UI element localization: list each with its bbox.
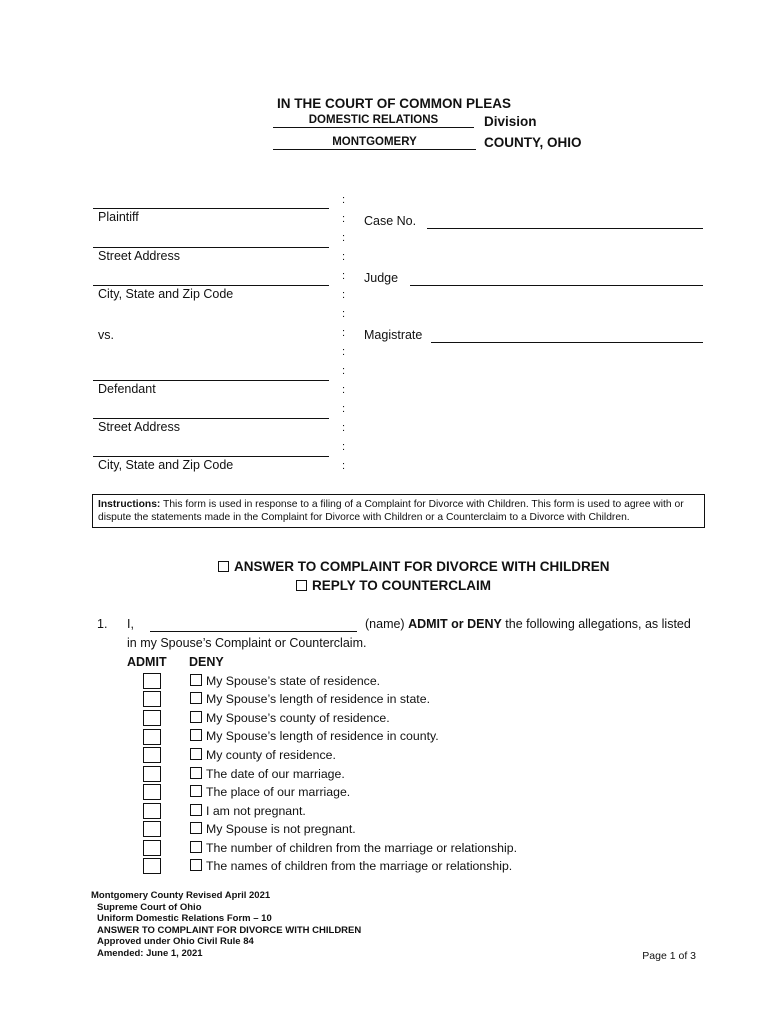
admit-checkbox[interactable] bbox=[143, 821, 161, 837]
answer-title bbox=[218, 559, 610, 574]
deny-checkbox[interactable] bbox=[190, 841, 202, 853]
caption-colon: : bbox=[342, 346, 346, 358]
reply-title-text: REPLY TO COUNTERCLAIM bbox=[312, 578, 492, 593]
statement-line-2: in my Spouse’s Complaint or Counterclaim. bbox=[127, 636, 367, 650]
deny-checkbox[interactable] bbox=[190, 804, 202, 816]
judge-label: Judge bbox=[364, 271, 399, 285]
magistrate-label: Magistrate bbox=[364, 328, 423, 342]
statement-rest: the following allegations, as listed bbox=[501, 617, 691, 631]
deny-checkbox[interactable] bbox=[190, 822, 202, 834]
plaintiff-city-line[interactable] bbox=[93, 285, 329, 286]
division-field[interactable]: DOMESTIC RELATIONS bbox=[273, 114, 474, 128]
division-label: Division bbox=[484, 114, 537, 129]
footer-revised: Montgomery County Revised April 2021 bbox=[91, 890, 271, 901]
plaintiff-label: Plaintiff bbox=[98, 210, 139, 224]
footer-court: Supreme Court of Ohio bbox=[97, 901, 202, 913]
allegation-text: My Spouse’s state of residence. bbox=[206, 674, 381, 688]
allegation-text: My Spouse’s county of residence. bbox=[206, 711, 390, 725]
deny-checkbox[interactable] bbox=[190, 748, 202, 760]
statement-line-1 bbox=[365, 617, 691, 631]
case-no-label: Case No. bbox=[364, 214, 417, 228]
caption-colon: : bbox=[342, 308, 346, 320]
footer-amended: Amended: June 1, 2021 bbox=[97, 947, 203, 959]
admit-checkbox[interactable] bbox=[143, 858, 161, 874]
caption-colon: : bbox=[342, 213, 346, 225]
reply-title bbox=[296, 578, 491, 593]
instructions-box bbox=[92, 494, 705, 528]
allegation-text: I am not pregnant. bbox=[206, 804, 306, 818]
caption-colon: : bbox=[342, 289, 346, 301]
caption-colon: : bbox=[342, 384, 346, 396]
plaintiff-name-line[interactable] bbox=[93, 208, 329, 209]
footer-approved: Approved under Ohio Civil Rule 84 bbox=[97, 936, 254, 947]
caption-colon: : bbox=[342, 232, 346, 244]
allegation-text: The place of our marriage. bbox=[206, 785, 351, 799]
caption-colon: : bbox=[342, 403, 346, 415]
deny-checkbox[interactable] bbox=[190, 729, 202, 741]
item-number: 1. bbox=[97, 617, 108, 631]
allegation-text: My Spouse is not pregnant. bbox=[206, 822, 356, 836]
caption-colon: : bbox=[342, 270, 346, 282]
caption-colon: : bbox=[342, 327, 346, 339]
caption-colon: : bbox=[342, 194, 346, 206]
instructions-text: This form is used in response to a filing of a Complaint for Divorce with Children. This form is used to agree with or dispute the statements made in the Complaint for Divorce with Children or a Counterclaim to a Divorce with Children. bbox=[98, 499, 684, 524]
footer-form-title: ANSWER TO COMPLAINT FOR DIVORCE WITH CHILDREN bbox=[97, 924, 362, 936]
magistrate-field[interactable] bbox=[431, 342, 703, 343]
allegation-item bbox=[190, 804, 306, 818]
deny-checkbox[interactable] bbox=[190, 692, 202, 704]
defendant-city-label: City, State and Zip Code bbox=[98, 458, 234, 472]
allegation-text: The number of children from the marriage or relationship. bbox=[206, 841, 517, 855]
allegation-item bbox=[190, 674, 380, 688]
allegation-item bbox=[190, 748, 336, 762]
vs-label: vs. bbox=[98, 328, 114, 342]
defendant-name-line[interactable] bbox=[93, 380, 329, 381]
defendant-city-line[interactable] bbox=[93, 456, 329, 457]
allegation-item bbox=[190, 841, 517, 855]
allegation-item bbox=[190, 692, 430, 706]
deny-checkbox[interactable] bbox=[190, 674, 202, 686]
defendant-street-label: Street Address bbox=[98, 420, 180, 434]
admit-checkbox[interactable] bbox=[143, 784, 161, 800]
judge-field[interactable] bbox=[410, 285, 703, 286]
admit-or-deny-label: ADMIT or DENY bbox=[408, 617, 502, 631]
county-field[interactable]: MONTGOMERY bbox=[273, 136, 476, 150]
i-label: I, bbox=[127, 617, 134, 631]
allegation-text: The names of children from the marriage or relationship. bbox=[206, 859, 513, 873]
caption-colon: : bbox=[342, 441, 346, 453]
answer-title-text: ANSWER TO COMPLAINT FOR DIVORCE WITH CHILDREN bbox=[234, 559, 610, 574]
form-footer bbox=[91, 890, 361, 959]
allegation-text: My county of residence. bbox=[206, 748, 336, 762]
allegation-item bbox=[190, 785, 350, 799]
allegation-item bbox=[190, 729, 439, 743]
admit-header: ADMIT bbox=[127, 655, 167, 669]
allegation-text: My Spouse’s length of residence in county. bbox=[206, 729, 439, 743]
caption-colon: : bbox=[342, 365, 346, 377]
allegation-text: The date of our marriage. bbox=[206, 767, 345, 781]
allegation-item bbox=[190, 822, 356, 836]
allegation-item bbox=[190, 711, 390, 725]
defendant-label: Defendant bbox=[98, 382, 156, 396]
page-number: Page 1 of 3 bbox=[642, 950, 696, 962]
county-label: COUNTY, OHIO bbox=[484, 135, 582, 150]
answer-checkbox[interactable] bbox=[218, 561, 229, 572]
admit-checkbox[interactable] bbox=[143, 803, 161, 819]
caption-colon: : bbox=[342, 460, 346, 472]
defendant-street-line[interactable] bbox=[93, 418, 329, 419]
reply-checkbox[interactable] bbox=[296, 580, 307, 591]
admit-checkbox[interactable] bbox=[143, 766, 161, 782]
footer-form-number: Uniform Domestic Relations Form – 10 bbox=[97, 913, 272, 924]
instructions-label: Instructions: bbox=[98, 499, 161, 510]
deny-checkbox[interactable] bbox=[190, 859, 202, 871]
admit-checkbox[interactable] bbox=[143, 747, 161, 763]
respondent-name-field[interactable] bbox=[150, 631, 357, 632]
admit-checkbox[interactable] bbox=[143, 691, 161, 707]
deny-checkbox[interactable] bbox=[190, 767, 202, 779]
allegation-item bbox=[190, 767, 345, 781]
deny-header: DENY bbox=[189, 655, 224, 669]
deny-checkbox[interactable] bbox=[190, 785, 202, 797]
admit-checkbox[interactable] bbox=[143, 710, 161, 726]
admit-checkbox[interactable] bbox=[143, 729, 161, 745]
plaintiff-street-label: Street Address bbox=[98, 249, 180, 263]
plaintiff-city-label: City, State and Zip Code bbox=[98, 287, 234, 301]
admit-checkbox[interactable] bbox=[143, 673, 161, 689]
caption-colon: : bbox=[342, 422, 346, 434]
deny-checkbox[interactable] bbox=[190, 711, 202, 723]
admit-checkbox[interactable] bbox=[143, 840, 161, 856]
caption-colon: : bbox=[342, 251, 346, 263]
court-title: IN THE COURT OF COMMON PLEAS bbox=[277, 96, 511, 111]
allegation-text: My Spouse’s length of residence in state. bbox=[206, 692, 430, 706]
name-label: (name) bbox=[365, 617, 405, 631]
plaintiff-street-line[interactable] bbox=[93, 247, 329, 248]
allegation-item bbox=[190, 859, 512, 873]
case-no-field[interactable] bbox=[427, 228, 703, 229]
